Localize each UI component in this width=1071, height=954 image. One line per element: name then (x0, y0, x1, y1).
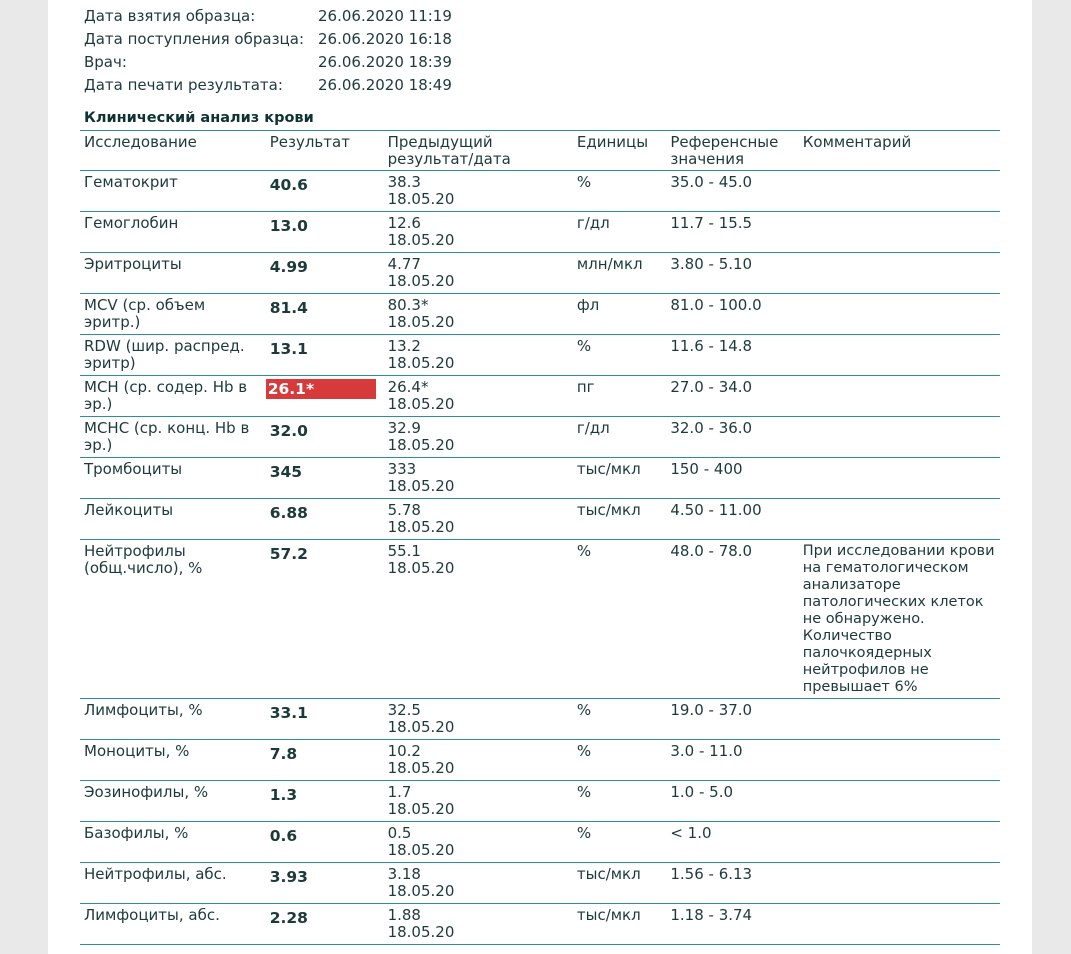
units: пг (573, 376, 666, 417)
previous-date: 18.05.20 (387, 190, 455, 208)
reference-range: 3.0 - 11.0 (666, 740, 798, 781)
comment (799, 781, 1000, 822)
header-study: Исследование (80, 131, 266, 171)
comment: При исследовании крови на гематологическом анализаторе патологических клеток не обнаружено. Количество палочкоядерных нейтрофилов не превышает 6% (799, 540, 1000, 699)
meta-label: Дата взятия образца: (84, 6, 256, 25)
previous-date: 18.05.20 (387, 882, 455, 900)
result-value: 57.2 (269, 545, 308, 563)
meta-value: 26.06.2020 16:18 (318, 29, 452, 48)
table-row (80, 171, 1000, 212)
table-row (80, 822, 1000, 863)
table-row (80, 417, 1000, 458)
table-header-row (80, 131, 1000, 171)
meta-value: 26.06.2020 11:19 (318, 6, 452, 25)
previous-cell (384, 335, 573, 376)
result-cell (266, 458, 384, 499)
reference-range: 27.0 - 34.0 (666, 376, 798, 417)
previous-value: 12.6 (387, 214, 421, 232)
previous-cell (384, 740, 573, 781)
result-value-flagged: 26.1* (266, 379, 376, 399)
previous-value: 4.77 (387, 255, 421, 273)
units: тыс/мкл (573, 458, 666, 499)
previous-date: 18.05.20 (387, 841, 455, 859)
reference-range: 1.0 - 5.0 (666, 781, 798, 822)
previous-cell (384, 904, 573, 945)
previous-value: 10.2 (387, 742, 421, 760)
units: % (573, 822, 666, 863)
comment (799, 212, 1000, 253)
test-name: Лимфоциты, % (80, 699, 266, 740)
units: % (573, 699, 666, 740)
previous-date: 18.05.20 (387, 800, 455, 818)
reference-range: < 1.0 (666, 822, 798, 863)
report-page (48, 0, 1032, 954)
previous-date: 18.05.20 (387, 272, 455, 290)
result-value: 6.88 (269, 504, 308, 522)
units: % (573, 781, 666, 822)
previous-cell (384, 171, 573, 212)
reference-range: 1.18 - 3.74 (666, 904, 798, 945)
result-cell (266, 376, 384, 417)
previous-date: 18.05.20 (387, 477, 455, 495)
previous-cell (384, 294, 573, 335)
result-value: 81.4 (269, 299, 308, 317)
previous-value: 55.1 (387, 542, 421, 560)
previous-value: 1.7 (387, 783, 412, 801)
test-name: RDW (шир. распред. эритр) (80, 335, 266, 376)
reference-range: 150 - 400 (666, 458, 798, 499)
result-cell (266, 253, 384, 294)
previous-cell (384, 458, 573, 499)
result-cell (266, 499, 384, 540)
meta-value: 26.06.2020 18:39 (318, 52, 452, 71)
units: фл (573, 294, 666, 335)
table-row (80, 863, 1000, 904)
previous-cell (384, 822, 573, 863)
table-row (80, 376, 1000, 417)
results-body (80, 171, 1000, 945)
test-name: Нейтрофилы (общ.число), % (80, 540, 266, 699)
reference-range: 11.6 - 14.8 (666, 335, 798, 376)
previous-cell (384, 212, 573, 253)
result-value: 2.28 (269, 909, 308, 927)
previous-value: 5.78 (387, 501, 421, 519)
previous-date: 18.05.20 (387, 313, 455, 331)
result-cell (266, 740, 384, 781)
previous-date: 18.05.20 (387, 759, 455, 777)
result-value: 7.8 (269, 745, 298, 763)
table-row (80, 499, 1000, 540)
result-cell (266, 822, 384, 863)
header-result: Результат (266, 131, 384, 171)
test-name: Гематокрит (80, 171, 266, 212)
test-name: Лимфоциты, абс. (80, 904, 266, 945)
section-title: Клинический анализ крови (84, 110, 314, 126)
result-value: 33.1 (269, 704, 308, 722)
sample-meta (84, 4, 452, 96)
table-row (80, 540, 1000, 699)
table-row (80, 904, 1000, 945)
meta-label: Дата печати результата: (84, 75, 283, 94)
units: г/дл (573, 417, 666, 458)
units: тыс/мкл (573, 904, 666, 945)
reference-range: 3.80 - 5.10 (666, 253, 798, 294)
previous-date: 18.05.20 (387, 436, 455, 454)
test-name: Эритроциты (80, 253, 266, 294)
comment (799, 171, 1000, 212)
units: тыс/мкл (573, 499, 666, 540)
units: % (573, 740, 666, 781)
table-row (80, 335, 1000, 376)
result-cell (266, 212, 384, 253)
result-cell (266, 781, 384, 822)
test-name: Лейкоциты (80, 499, 266, 540)
previous-value: 3.18 (387, 865, 421, 883)
meta-row (84, 73, 452, 96)
units: млн/мкл (573, 253, 666, 294)
test-name: Тромбоциты (80, 458, 266, 499)
reference-range: 11.7 - 15.5 (666, 212, 798, 253)
previous-date: 18.05.20 (387, 354, 455, 372)
reference-range: 81.0 - 100.0 (666, 294, 798, 335)
units: % (573, 540, 666, 699)
header-comment: Комментарий (799, 131, 1000, 171)
previous-cell (384, 863, 573, 904)
previous-value: 38.3 (387, 173, 421, 191)
previous-value: 333 (387, 460, 417, 478)
header-reference (666, 131, 798, 171)
units: % (573, 335, 666, 376)
comment (799, 499, 1000, 540)
test-name: Базофилы, % (80, 822, 266, 863)
result-value: 0.6 (269, 827, 298, 845)
table-row (80, 458, 1000, 499)
reference-range: 35.0 - 45.0 (666, 171, 798, 212)
result-value: 13.0 (269, 217, 308, 235)
result-cell (266, 171, 384, 212)
previous-value: 32.5 (387, 701, 421, 719)
previous-cell (384, 781, 573, 822)
comment (799, 335, 1000, 376)
previous-date: 18.05.20 (387, 559, 455, 577)
units: тыс/мкл (573, 863, 666, 904)
comment (799, 904, 1000, 945)
reference-range: 4.50 - 11.00 (666, 499, 798, 540)
header-previous-line1: Предыдущий (387, 133, 493, 151)
previous-value: 13.2 (387, 337, 421, 355)
result-cell (266, 294, 384, 335)
result-value: 13.1 (269, 340, 308, 358)
meta-row (84, 27, 452, 50)
result-cell (266, 540, 384, 699)
comment (799, 253, 1000, 294)
comment (799, 294, 1000, 335)
result-value: 4.99 (269, 258, 308, 276)
previous-cell (384, 376, 573, 417)
previous-date: 18.05.20 (387, 231, 455, 249)
result-cell (266, 699, 384, 740)
meta-label: Дата поступления образца: (84, 29, 304, 48)
result-cell (266, 417, 384, 458)
previous-value: 80.3* (387, 296, 429, 314)
table-row (80, 294, 1000, 335)
previous-date: 18.05.20 (387, 718, 455, 736)
table-row (80, 699, 1000, 740)
test-name: Моноциты, % (80, 740, 266, 781)
previous-value: 32.9 (387, 419, 421, 437)
previous-cell (384, 253, 573, 294)
result-cell (266, 335, 384, 376)
result-cell (266, 863, 384, 904)
result-cell (266, 904, 384, 945)
meta-row (84, 50, 452, 73)
units: г/дл (573, 212, 666, 253)
test-name: Нейтрофилы, абс. (80, 863, 266, 904)
units: % (573, 171, 666, 212)
comment (799, 458, 1000, 499)
comment (799, 740, 1000, 781)
header-previous (384, 131, 573, 171)
header-previous-line2: результат/дата (387, 150, 511, 168)
test-name: MCHC (ср. конц. Hb в эр.) (80, 417, 266, 458)
header-reference-line2: значения (670, 150, 744, 168)
result-value: 345 (269, 463, 303, 481)
previous-value: 26.4* (387, 378, 429, 396)
previous-cell (384, 417, 573, 458)
meta-label: Врач: (84, 52, 127, 71)
previous-date: 18.05.20 (387, 395, 455, 413)
table-row (80, 212, 1000, 253)
reference-range: 48.0 - 78.0 (666, 540, 798, 699)
test-name: MCH (ср. содер. Hb в эр.) (80, 376, 266, 417)
table-row (80, 781, 1000, 822)
header-units: Единицы (573, 131, 666, 171)
comment (799, 376, 1000, 417)
meta-row (84, 4, 452, 27)
previous-cell (384, 540, 573, 699)
comment (799, 822, 1000, 863)
test-name: MCV (ср. объем эритр.) (80, 294, 266, 335)
comment (799, 699, 1000, 740)
test-name: Эозинофилы, % (80, 781, 266, 822)
reference-range: 1.56 - 6.13 (666, 863, 798, 904)
table-row (80, 253, 1000, 294)
previous-date: 18.05.20 (387, 518, 455, 536)
meta-value: 26.06.2020 18:49 (318, 75, 452, 94)
previous-value: 0.5 (387, 824, 412, 842)
previous-cell (384, 699, 573, 740)
test-name: Гемоглобин (80, 212, 266, 253)
previous-date: 18.05.20 (387, 923, 455, 941)
result-value: 32.0 (269, 422, 308, 440)
comment (799, 417, 1000, 458)
reference-range: 32.0 - 36.0 (666, 417, 798, 458)
result-value: 3.93 (269, 868, 308, 886)
previous-cell (384, 499, 573, 540)
comment (799, 863, 1000, 904)
reference-range: 19.0 - 37.0 (666, 699, 798, 740)
table-row (80, 740, 1000, 781)
results-table (80, 130, 1000, 945)
previous-value: 1.88 (387, 906, 421, 924)
header-reference-line1: Референсные (670, 133, 779, 151)
result-value: 1.3 (269, 786, 298, 804)
result-value: 40.6 (269, 176, 308, 194)
